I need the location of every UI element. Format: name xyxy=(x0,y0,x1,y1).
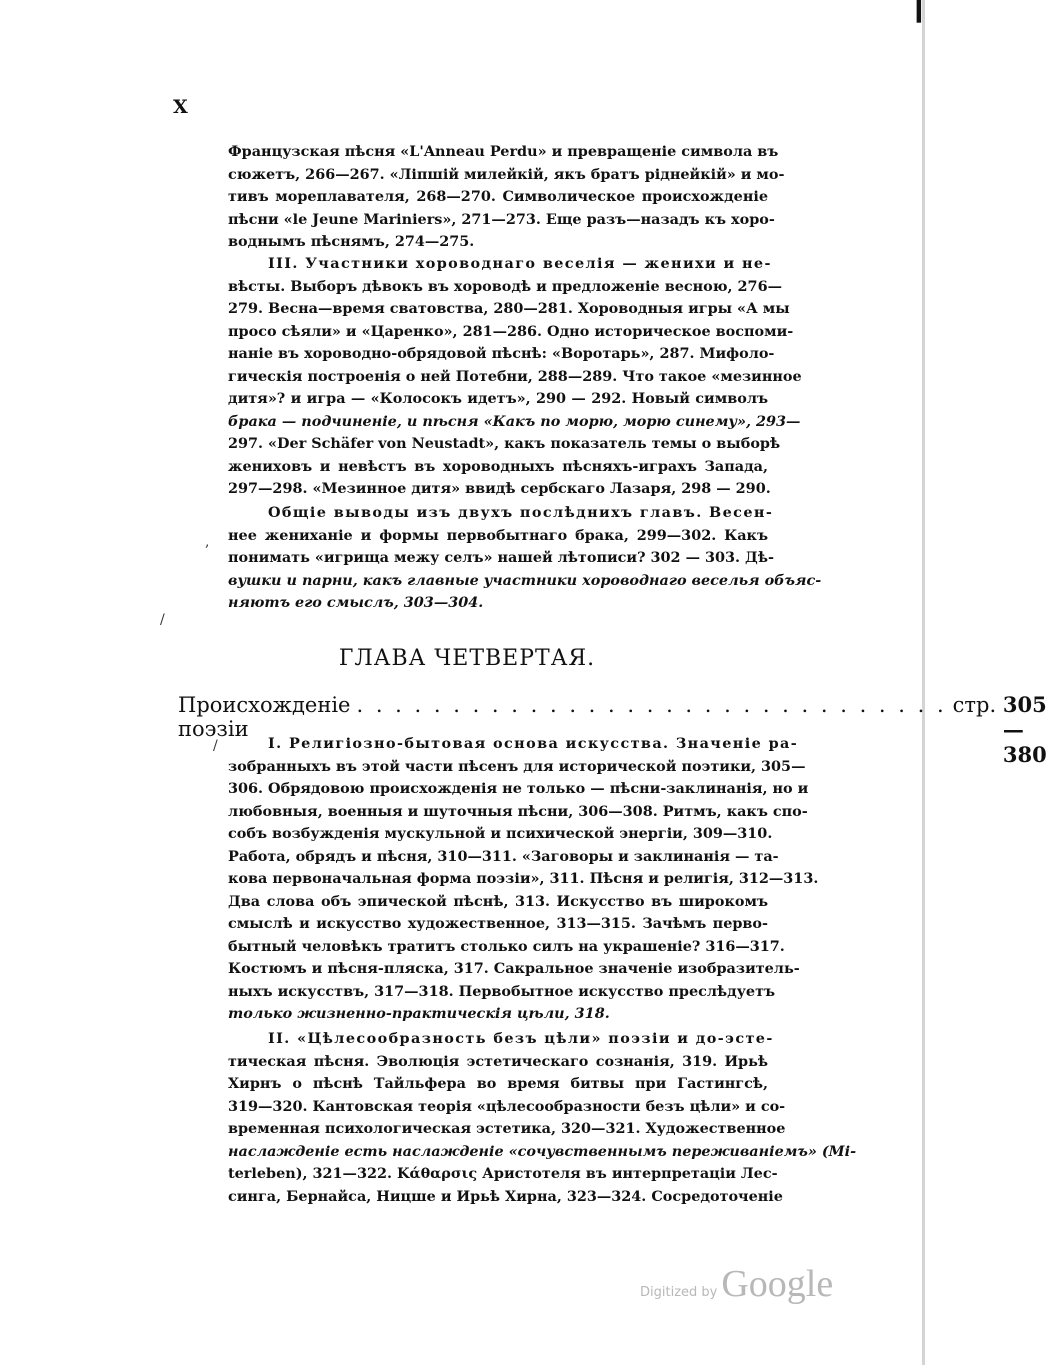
text-line: 297. «Der Schäfer von Neustadt», какъ показатель темы о выборѣ xyxy=(228,435,781,452)
text-line: Костюмъ и пѣсня-пляска, 317. Сакральное значенiе изобразитель- xyxy=(228,960,800,977)
text-line: I. Религiозно-бытовая основа искусства. Значенiе ра- xyxy=(268,735,799,752)
text-line: дитя»? и игра — «Колосокъ идетъ», 290 — 292. Новый символъ xyxy=(228,390,768,407)
text-line: нанiе въ хороводно-обрядовой пѣснѣ: «Воротарь», 287. Мифоло- xyxy=(228,345,775,362)
text-line: смыслѣ и искусство художественное, 313—315. Зачѣмъ перво- xyxy=(228,915,768,932)
text-line: Два слова объ эпической пѣснѣ, 313. Искусство въ широкомъ xyxy=(228,892,768,910)
margin-tick: / xyxy=(160,612,165,628)
text-line: тивъ мореплавателя, 268—270. Символическое происхожденiе xyxy=(228,188,768,205)
text-line: зобранныхъ въ этой части пѣсенъ для исторической поэтики, 305— xyxy=(228,757,806,775)
text-line: 297—298. «Мезинное дитя» ввидѣ сербскаго Лазаря, 298 — 290. xyxy=(228,480,771,497)
text-line: только жизненно-практическiя цѣли, 318. xyxy=(228,1005,610,1022)
digitized-label: Digitized by xyxy=(640,1285,718,1300)
text-line: бытный человѣкъ тратитъ столько силъ на украшенiе? 316—317. xyxy=(228,937,785,955)
text-line: любовныя, военныя и шуточныя пѣсни, 306—308. Ритмъ, какъ спо- xyxy=(228,802,808,820)
text-line: нее жениханiе и формы первобытнаго брака, 299—302. Какъ xyxy=(228,526,768,544)
toc-leader-dots: . . . . . . . . . . . . . . . . . . . . . . . . . . . . . . . xyxy=(356,693,947,717)
text-line: вѣсты. Выборъ дѣвокъ въ хороводѣ и предложенiе весною, 276— xyxy=(228,277,782,295)
section-c-paragraph xyxy=(228,502,822,615)
margin-tick: / xyxy=(213,738,218,754)
text-line: наслажденiе есть наслажденiе «сочувственнымъ переживанiемъ» (Mi- xyxy=(228,1142,857,1160)
scan-corner-mark: ❙ xyxy=(909,0,928,23)
chapter-title: ГЛАВА ЧЕТВЕРТАЯ. xyxy=(338,646,596,671)
google-watermark xyxy=(640,1262,833,1306)
text-line: ныхъ искусствъ, 317—318. Первобытное искусство преслѣдуетъ xyxy=(228,982,776,1000)
text-line: пѣсни «le Jeune Mariniers», 271—273. Еще разъ—назадъ къ хоро- xyxy=(228,210,775,228)
text-line: вушки и парни, какъ главные участники хороводнаго веселья объяс- xyxy=(228,571,822,589)
text-line: II. «Цѣлесообразность безъ цѣли» поэзiи и до-эсте- xyxy=(268,1030,774,1047)
text-line: terleben), 321—322. Κάθαρσις Аристотеля въ интерпретацiи Лес- xyxy=(228,1165,778,1182)
text-line: собъ возбужденiя мускульной и психической энергiи, 309—310. xyxy=(228,825,773,842)
text-line: воднымъ пѣснямъ, 274—275. xyxy=(228,233,475,250)
text-line: временная психологическая эстетика, 320—321. Художественное xyxy=(228,1120,786,1137)
text-line: 306. Обрядовою происхожденiя не только — пѣсни-заклинанiя, но и xyxy=(228,780,809,797)
text-line: Общiе выводы изъ двухъ послѣднихъ главъ. Весен- xyxy=(268,504,774,521)
page-number: X xyxy=(173,96,188,118)
text-line: кова первоначальная форма поэзiи», 311. Пѣсня и религiя, 312—313. xyxy=(228,870,819,887)
text-line: жениховъ и невѣстъ въ хороводныхъ пѣсняхъ-играхъ Запада, xyxy=(228,457,768,475)
text-line: синга, Бернайса, Ницше и Ирьѣ Хирна, 323—324. Сосредоточенiе xyxy=(228,1187,783,1205)
text-line: брака — подчиненiе, и пѣсня «Какъ по морю, морю синему», 293— xyxy=(228,412,801,430)
toc-page-prefix: стр. xyxy=(952,693,997,717)
text-line: Работа, обрядъ и пѣсня, 310—311. «Заговоры и заклинанiя — та- xyxy=(228,847,779,865)
text-line: просо сѣяли» и «Царенко», 281—286. Одно историческое воспоми- xyxy=(228,322,794,340)
section-b-paragraph xyxy=(228,253,802,501)
section-e-paragraph xyxy=(228,1028,857,1208)
text-line: гическiя построенiя о ней Потебни, 288—289. Что такое «мезинное xyxy=(228,367,802,385)
section-d-paragraph xyxy=(228,733,819,1026)
text-line: III. Участники хороводнаго веселiя — женихи и не- xyxy=(268,255,772,272)
scan-edge-shadow xyxy=(922,0,925,1365)
text-line: няютъ его смыслъ, 303—304. xyxy=(228,594,484,611)
section-a-paragraph xyxy=(228,141,785,254)
toc-page-range: 305—380 xyxy=(1002,692,1047,767)
text-line: 319—320. Кантовская теорiя «цѣлесообразности безъ цѣли» и со- xyxy=(228,1097,786,1115)
toc-title: Происхожденiе поэзiи xyxy=(178,693,351,741)
text-line: понимать «игрища межу селъ» нашей лѣтописи? 302 — 303. Дѣ- xyxy=(228,549,774,566)
google-logo: Google xyxy=(721,1263,834,1305)
text-line: тическая пѣсня. Эволюцiя эстетическаго сознанiя, 319. Ирьѣ xyxy=(228,1052,768,1070)
text-line: Хирнъ о пѣснѣ Тайльфера во время битвы при Гастингсѣ, xyxy=(228,1075,768,1092)
text-line: 279. Весна—время сватовства, 280—281. Хороводныя игры «А мы xyxy=(228,300,790,317)
text-line: Французская пѣсня «L'Anneau Perdu» и превращенiе символа въ xyxy=(228,143,779,160)
text-line: сюжетъ, 266—267. «Лiпшiй милейкiй, якъ братъ рiднейкiй» и мо- xyxy=(228,165,785,183)
margin-tick: , xyxy=(205,534,210,550)
